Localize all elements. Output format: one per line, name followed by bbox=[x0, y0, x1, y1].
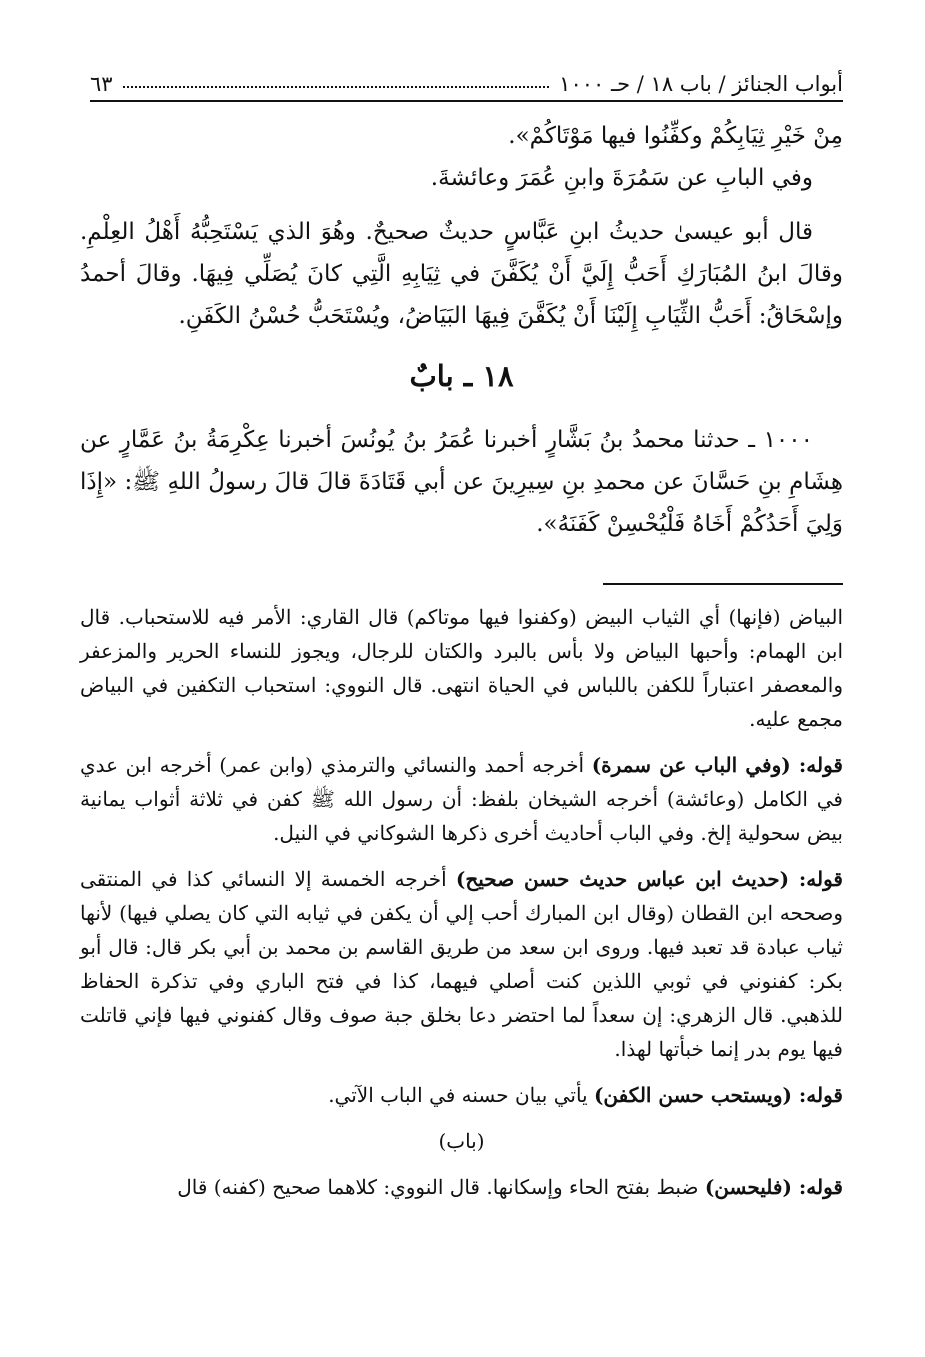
note-paragraph-1: البياض (فإنها) أي الثياب البيض (وكفنوا فيها موتاكم) قال القاري: الأمر فيه للاستحباب. قال ابن الهمام: وأحبها البياض ولا بأس بالبرد والكتان للرجال، ويجوز للنساء الحرير والمزعفر والمعصفر اعتباراً للكفن باللباس في الحياة انتهى. قال النووي: استحباب التكفين في البياض مجمع عليه. bbox=[80, 605, 844, 731]
note-paragraph-4 bbox=[80, 1078, 843, 1112]
commentary-notes bbox=[80, 600, 843, 1216]
note-4-head: قوله: (ويستحب حسن الكفن) bbox=[593, 1083, 843, 1107]
note-2-body: أخرجه أحمد والنسائي والترمذي (وابن عمر) أخرجه ابن عدي في الكامل (وعائشة) أخرجه الشيخان بلفظ: أن رسول الله ﷺ كفن في ثلاثة أثواب يمانية بيض سحولية إلخ. وفي الباب أحاديث أخرى ذكرها الشوكاني في النيل. bbox=[80, 753, 843, 845]
note-paragraph-2 bbox=[80, 748, 843, 850]
hadith-1000: ١٠٠٠ ـ حدثنا محمدُ بنُ بَشَّارٍ أخبرنا عُمَرُ بنُ يُونُسَ أخبرنا عِكْرِمَةُ بنُ عَمَّارٍ عن هِشَامِ بنِ حَسَّانَ عن محمدِ بنِ سِيرِينَ عن أبي قَتَادَةَ قالَ قالَ رسولُ اللهِ ﷺ: «إِذَا وَلِيَ أَحَدُكُمْ أَخَاهُ فَلْيُحْسِنْ كَفَنَهُ». bbox=[80, 427, 843, 537]
note-5-body: ضبط بفتح الحاء وإسكانها. قال النووي: كلاهما صحيح (كفنه) قال bbox=[177, 1175, 705, 1199]
note-5-head: قوله: (فليحسن) bbox=[704, 1175, 843, 1199]
note-4-body: يأتي بيان حسنه في الباب الآتي. bbox=[328, 1083, 594, 1107]
chapter-title: ١٨ ـ بابٌ bbox=[409, 359, 514, 393]
running-title: أبواب الجنائز / باب ١٨ / حـ ١٠٠٠ bbox=[559, 72, 843, 96]
main-line-1: مِنْ خَيْرِ ثِيَابِكُمْ وكفِّنُوا فيها مَوْتَاكُمْ». bbox=[508, 123, 843, 149]
note-2-head: قوله: (وفي الباب عن سمرة) bbox=[591, 753, 843, 777]
page-number: ٦٣ bbox=[90, 72, 113, 96]
main-paragraph-commentary: قال أبو عيسىٰ حديثُ ابنِ عَبَّاسٍ حديثٌ صحيحٌ. وهُوَ الذي يَسْتَحِبُّهُ أَهْلُ العِلْمِ. وقالَ ابنُ المُبَارَكِ أَحَبُّ إِلَيَّ أَنْ يُكَفَّنَ في ثِيَابِهِ الَّتِي كانَ يُصَلِّي فِيهَا. وقالَ أحمدُ وإسْحَاقُ: أَحَبُّ الثِّيَابِ إِلَيْنَا أَنْ يُكَفَّنَ فِيهَا البَيَاضُ، ويُسْتَحَبُّ حُسْنُ الكَفَنِ. bbox=[80, 219, 843, 329]
main-line-2: وفي البابِ عن سَمُرَةَ وابنِ عُمَرَ وعائشةَ. bbox=[430, 165, 813, 191]
note-paragraph-3 bbox=[80, 862, 843, 1066]
leader-dots bbox=[123, 86, 550, 88]
note-3-head: قوله: (حديث ابن عباس حديث حسن صحيح) bbox=[455, 867, 843, 891]
chapter-reference: (باب) bbox=[438, 1129, 485, 1153]
running-header bbox=[90, 56, 843, 102]
note-3-body: أخرجه الخمسة إلا النسائي كذا في المنتقى وصححه ابن القطان (وقال ابن المبارك أحب إلي أن يكفن في ثيابه التي كان يصلي فيها) لأنها ثياب عبادة قد تعبد فيها. وروى ابن سعد من طريق القاسم بن محمد بن أبي بكر قال: قال أبو بكر: كفنوني في ثوبي اللذين كنت أصلي فيهما، كذا في فتح الباري وفي تذكرة الحفاظ للذهبي. قال الزهري: إن سعداً لما احتضر دعا بخلق جبة صوف وقال كفنوني فيها فإني قاتلت فيها يوم بدر إنما خبأتها لهذا. bbox=[80, 867, 843, 1061]
main-text bbox=[80, 115, 843, 545]
note-paragraph-5 bbox=[80, 1170, 843, 1204]
footnote-divider bbox=[603, 583, 843, 585]
